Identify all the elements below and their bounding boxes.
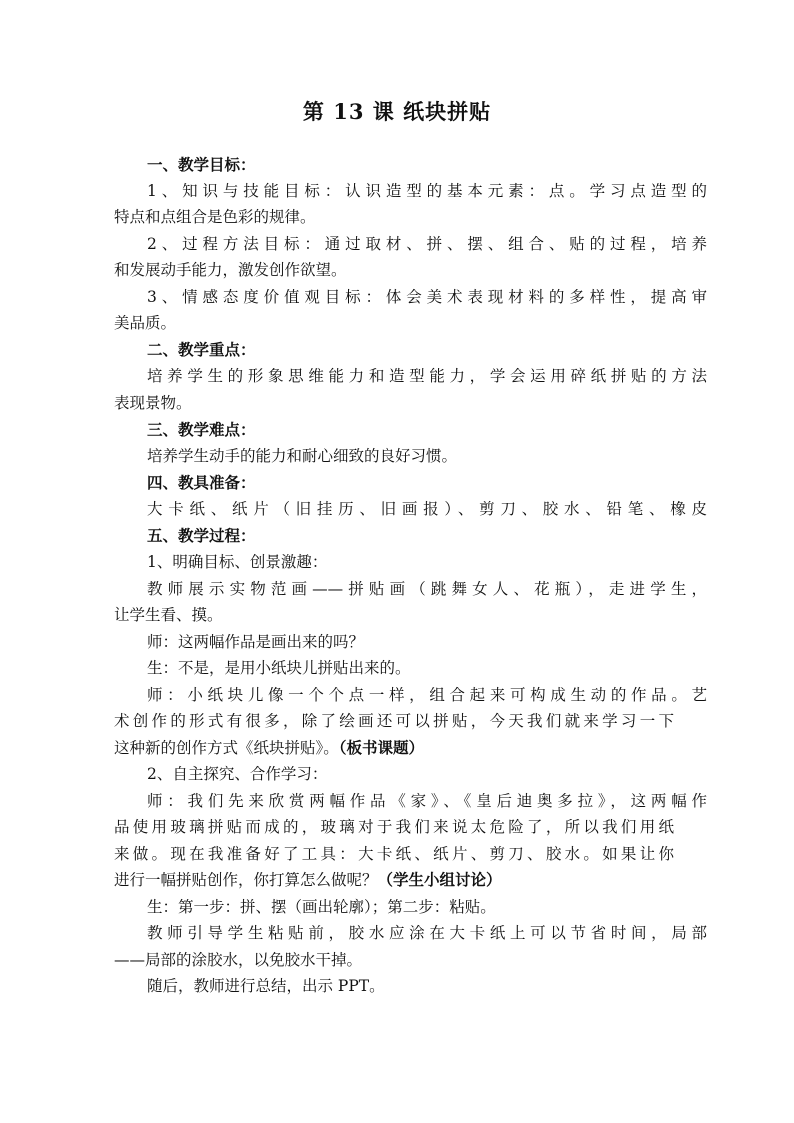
paragraph-1-line-1: 教师展示实物范画——拼贴画（跳舞女人、花瓶），走进学生， bbox=[147, 580, 707, 598]
paragraph-4-line-3 bbox=[114, 738, 674, 758]
paragraph-5-line-1: 师：我们先来欣赏两幅作品《家》、《皇后迪奥多拉》，这两幅作 bbox=[147, 792, 707, 810]
paragraph-4-bold-note: （板书课题） bbox=[338, 738, 425, 757]
step-1-heading: 1、明确目标、创景激趣： bbox=[147, 553, 328, 571]
paragraph-5-bold-note: （学生小组讨论） bbox=[377, 870, 502, 889]
paragraph-5-line-2: 品使用玻璃拼贴而成的，玻璃对于我们来说太危险了，所以我们用纸 bbox=[114, 818, 674, 836]
step-2-heading: 2、自主探究、合作学习： bbox=[147, 765, 328, 783]
objective-2-line-2: 和发展动手能力，激发创作欲望。 bbox=[114, 261, 347, 279]
section-heading-teaching-aids: 四、教具准备： bbox=[147, 473, 256, 492]
section-heading-difficulties: 三、教学难点： bbox=[147, 420, 256, 439]
paragraph-5-line-4 bbox=[114, 870, 674, 890]
difficulties-line-1: 培养学生动手的能力和耐心细致的良好习惯。 bbox=[147, 447, 458, 465]
paragraph-7-line-2: ——局部的涂胶水，以免胶水干掉。 bbox=[114, 951, 363, 969]
objective-2-line-1: 2、过程方法目标：通过取材、拼、摆、组合、贴的过程，培养 bbox=[147, 235, 707, 253]
key-points-line-1: 培养学生的形象思维能力和造型能力，学会运用碎纸拼贴的方法 bbox=[147, 367, 707, 385]
teaching-aids-line-1: 大卡纸、纸片（旧挂历、旧画报）、剪刀、胶水、铅笔、橡皮 bbox=[147, 500, 707, 518]
objective-3-line-2: 美品质。 bbox=[114, 314, 177, 332]
paragraph-7-line-1: 教师引导学生粘贴前，胶水应涂在大卡纸上可以节省时间，局部 bbox=[147, 924, 707, 942]
paragraph-6-line-1: 生：第一步：拼、摆（画出轮廓）；第二步：粘贴。 bbox=[147, 898, 496, 916]
page-title: 第 13 课 纸块拼贴 bbox=[302, 99, 492, 124]
paragraph-4-line-2: 术创作的形式有很多，除了绘画还可以拼贴，今天我们就来学习一下 bbox=[114, 712, 674, 730]
paragraph-8-line-1: 随后，教师进行总结，出示 PPT。 bbox=[147, 977, 385, 995]
section-heading-objectives: 一、教学目标： bbox=[147, 155, 256, 174]
section-heading-key-points: 二、教学重点： bbox=[147, 340, 256, 359]
objective-1-line-2: 特点和点组合是色彩的规律。 bbox=[114, 208, 316, 226]
paragraph-5-line-4-text: 进行一幅拼贴创作，你打算怎么做呢？ bbox=[114, 871, 378, 889]
section-heading-process: 五、教学过程： bbox=[147, 526, 256, 545]
objective-1-line-1: 1、知识与技能目标：认识造型的基本元素：点。学习点造型的 bbox=[147, 182, 707, 200]
paragraph-3-line-1: 生：不是，是用小纸块儿拼贴出来的。 bbox=[147, 659, 411, 677]
paragraph-1-line-2: 让学生看、摸。 bbox=[114, 606, 223, 624]
objective-3-line-1: 3、情感态度价值观目标：体会美术表现材料的多样性，提高审 bbox=[147, 288, 707, 306]
key-points-line-2: 表现景物。 bbox=[114, 394, 192, 412]
paragraph-2-line-1: 师：这两幅作品是画出来的吗？ bbox=[147, 633, 365, 651]
paragraph-5-line-3: 来做。现在我准备好了工具：大卡纸、纸片、剪刀、胶水。如果让你 bbox=[114, 845, 674, 863]
paragraph-4-line-1: 师：小纸块儿像一个个点一样，组合起来可构成生动的作品。艺 bbox=[147, 686, 707, 704]
paragraph-4-line-3-text: 这种新的创作方式《纸块拼贴》。 bbox=[114, 739, 339, 757]
